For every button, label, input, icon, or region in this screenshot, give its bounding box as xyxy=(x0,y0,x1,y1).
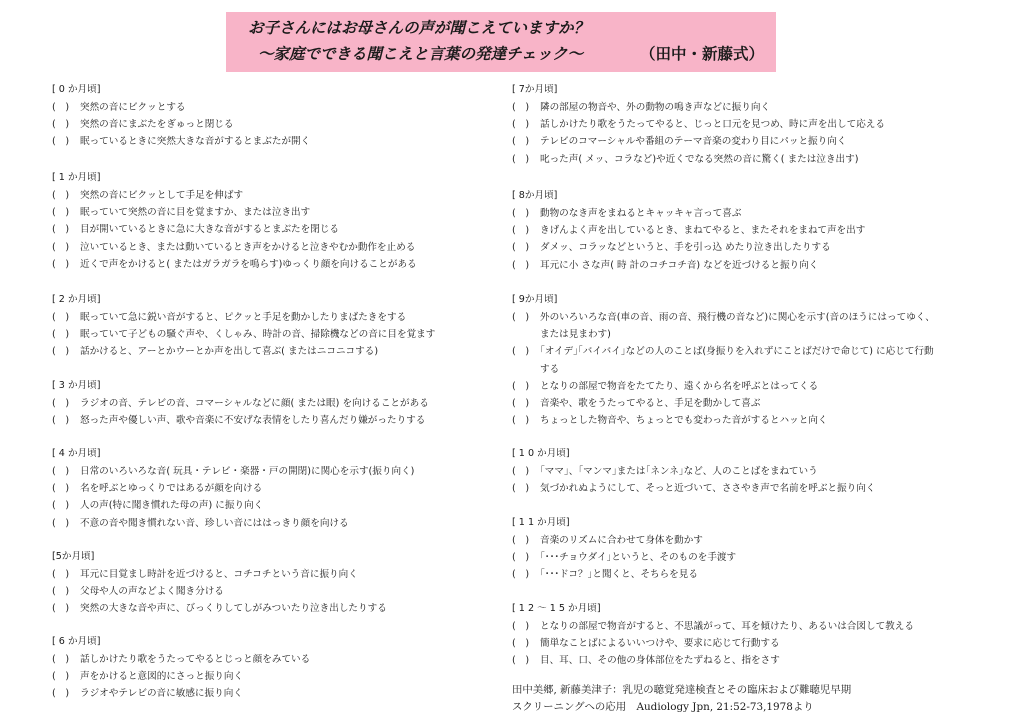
item-text: ちょっとした物音や、ちょっとでも変わった音がするとハッと向く xyxy=(540,415,828,427)
check-item[interactable] xyxy=(512,133,982,150)
item-text: 音楽のリズムに合わせて身体を動かす xyxy=(540,535,703,546)
checkbox[interactable]: ( ) xyxy=(512,242,530,254)
checkbox[interactable]: ( ) xyxy=(512,535,530,546)
checkbox[interactable]: ( ) xyxy=(52,603,70,615)
check-item[interactable] xyxy=(512,205,982,222)
item-text: 叱った声( メッ、コラなど)や近くでなる突然の音に驚く( または泣き出す) xyxy=(540,153,859,165)
item-text: ｢･･･チョウダイ｣というと、そのものを手渡す xyxy=(540,552,737,564)
check-item[interactable] xyxy=(512,618,982,635)
checkbox[interactable]: ( ) xyxy=(512,655,530,667)
item-text: 隣の部屋の物音や、外の動物の鳴き声などに振り向く xyxy=(540,102,771,113)
check-item[interactable] xyxy=(52,343,492,360)
check-item[interactable] xyxy=(512,343,935,377)
item-text: 気づかれぬようにして、そっと近づいて、ささやき声で名前を呼ぶと振り向く xyxy=(540,483,876,495)
check-item[interactable] xyxy=(52,256,492,273)
citation xyxy=(512,682,851,716)
item-text: 外のいろいろな音(車の音、雨の音、飛行機の音など)に関心を示す(音のほうにはってゆく、または見まわす) xyxy=(540,312,935,341)
item-text: ｢･･･ドコ？｣と聞くと、そちらを見る xyxy=(540,569,698,581)
item-text: ｢オイデ｣｢バイバイ｣などの人のことば(身振りを入れずにことばだけで命じて) に応じて行動する xyxy=(540,346,934,375)
check-item[interactable] xyxy=(512,239,982,256)
section-heading: [ 8か月頃] xyxy=(512,190,558,201)
checkbox[interactable]: ( ) xyxy=(512,259,530,271)
item-text: ダメッ、コラッなどというと、手を引っ込 めたり泣き出したりする xyxy=(540,242,831,254)
checkbox[interactable]: ( ) xyxy=(52,207,70,219)
checkbox[interactable]: ( ) xyxy=(512,119,530,131)
check-item[interactable] xyxy=(512,480,982,497)
checkbox[interactable]: ( ) xyxy=(52,500,70,512)
checkbox[interactable]: ( ) xyxy=(52,586,70,598)
checkbox[interactable]: ( ) xyxy=(52,224,70,236)
check-item[interactable] xyxy=(52,395,492,412)
item-text: 耳元に小 さな声( 時 計のコチコチ音) などを近づけると振り向く xyxy=(540,259,819,271)
check-item[interactable] xyxy=(512,412,982,429)
section-1-month xyxy=(52,170,492,273)
check-item[interactable] xyxy=(512,309,935,343)
check-item[interactable] xyxy=(52,497,492,514)
section-10-months xyxy=(512,446,982,497)
check-item[interactable] xyxy=(52,412,492,429)
checkbox[interactable]: ( ) xyxy=(512,312,530,323)
section-heading: [ 9か月頃] xyxy=(512,294,558,305)
check-item[interactable] xyxy=(52,600,492,617)
check-item[interactable] xyxy=(512,549,982,566)
item-text: 話しかけたり歌をうたってやると、じっと口元を見つめ、時に声を出して応える xyxy=(540,119,885,131)
item-text: 人の声(特に聞き慣れた母の声) に振り向く xyxy=(80,500,264,512)
item-text: 突然の音にビクッとして手足を伸ばす xyxy=(80,190,244,201)
section-4-months xyxy=(52,446,492,532)
checkbox[interactable]: ( ) xyxy=(52,258,70,270)
checkbox[interactable]: ( ) xyxy=(52,415,70,427)
check-item[interactable] xyxy=(512,378,982,395)
check-item[interactable] xyxy=(512,222,982,239)
check-item[interactable] xyxy=(52,583,492,600)
item-text: 怒った声や優しい声、歌や音楽に不安げな表情をしたり喜んだり嫌がったりする xyxy=(80,415,426,427)
checkbox[interactable]: ( ) xyxy=(512,380,530,392)
citation-line: 田中美郷, 新藤美津子：乳児の聴覚発達検査とその臨床および難聴児早期 xyxy=(512,684,852,696)
check-item[interactable] xyxy=(52,480,492,497)
checkbox[interactable]: ( ) xyxy=(512,208,530,219)
check-item[interactable] xyxy=(52,326,492,343)
item-text: 眠っていて子どもの騒ぐ声や、くしゃみ、時計の音、掃除機などの音に目を覚ます xyxy=(80,329,436,341)
checkbox[interactable]: ( ) xyxy=(512,569,530,581)
checkbox[interactable]: ( ) xyxy=(512,483,530,495)
section-9-months xyxy=(512,292,982,429)
checkbox[interactable]: ( ) xyxy=(512,466,530,477)
section-heading: [ 1 1 か月頃] xyxy=(512,517,570,528)
checkbox[interactable]: ( ) xyxy=(52,569,70,580)
checkbox[interactable]: ( ) xyxy=(512,102,530,113)
checkbox[interactable]: ( ) xyxy=(512,346,530,358)
section-7-months xyxy=(512,82,982,168)
item-text: 眠っていて急に鋭い音がすると、ピクッと手足を動かしたりまばたきをする xyxy=(80,312,407,323)
checkbox[interactable]: ( ) xyxy=(512,415,530,427)
check-item[interactable] xyxy=(52,515,492,532)
checkbox[interactable]: ( ) xyxy=(52,654,70,665)
item-text: 突然の大きな音や声に、びっくりしてしがみついたり泣き出したりする xyxy=(80,603,387,615)
check-item[interactable] xyxy=(512,532,982,549)
item-text: 日常のいろいろな音( 玩具・テレビ・楽器・戸の開閉)に関心を示す(振り向く) xyxy=(80,466,415,477)
section-11-months xyxy=(512,515,982,584)
item-text: となりの部屋で物音をたてたり、遠くから名を呼ぶとはってくる xyxy=(540,380,819,392)
check-item[interactable] xyxy=(52,309,492,326)
item-text: 不意の音や聞き慣れない音、珍しい音にははっきり顔を向ける xyxy=(80,517,349,529)
section-heading: [ 1 2 ～ 1 5 か月頃] xyxy=(512,603,601,614)
checkbox[interactable]: ( ) xyxy=(512,552,530,564)
item-text: 耳元に目覚まし時計を近づけると、コチコチという音に振り向く xyxy=(80,569,358,580)
item-text: となりの部屋で物音がすると、不思議がって、耳を傾けたり、あるいは合図して教える xyxy=(540,621,914,632)
item-text: ｢ママ｣、｢マンマ｣または｢ネンネ｣など、人のことばをまねていう xyxy=(540,466,818,477)
check-item[interactable] xyxy=(52,204,492,221)
section-heading: [5か月頃] xyxy=(52,551,95,562)
item-text: テレビのコマーシャルや番組のテーマ音楽の変わり目にパッと振り向く xyxy=(540,136,847,148)
item-text: 声をかけると意図的にさっと振り向く xyxy=(80,671,244,683)
section-heading: [ 1 か月頃] xyxy=(52,172,101,183)
check-item[interactable] xyxy=(512,463,982,480)
page-subtitle: ～家庭でできる聞こえと言葉の発達チェック～ xyxy=(258,45,584,63)
check-item[interactable] xyxy=(512,566,982,583)
section-heading: [ 0 か月頃] xyxy=(52,84,101,95)
checkbox[interactable]: ( ) xyxy=(52,312,70,323)
check-item[interactable] xyxy=(512,116,982,133)
item-text: ラジオやテレビの音に敏感に振り向く xyxy=(80,688,243,700)
check-item[interactable] xyxy=(512,395,982,412)
check-item[interactable] xyxy=(52,668,492,685)
check-item[interactable] xyxy=(52,99,492,116)
checkbox[interactable]: ( ) xyxy=(512,638,530,650)
section-6-months xyxy=(52,634,492,703)
item-text: 突然の音にまぶたをぎゅっと閉じる xyxy=(80,119,234,131)
checkbox[interactable]: ( ) xyxy=(52,102,70,113)
section-heading: [ 7か月頃] xyxy=(512,84,558,95)
checkbox[interactable]: ( ) xyxy=(512,153,530,165)
title-author: （田中・新藤式） xyxy=(640,45,765,63)
checkbox[interactable]: ( ) xyxy=(512,621,530,632)
checkbox[interactable]: ( ) xyxy=(52,466,70,477)
item-text: 眠っていて突然の音に目を覚ますか、または泣き出す xyxy=(80,207,311,219)
item-text: 話しかけたり歌をうたってやるとじっと顔をみている xyxy=(80,654,311,665)
check-item[interactable] xyxy=(52,239,492,256)
item-text: 話かけると、アーとかウーとか声を出して喜ぶ( またはニコニコする) xyxy=(80,346,379,358)
section-heading: [ 2 か月頃] xyxy=(52,294,101,305)
item-text: 目が開いているときに急に大きな音がするとまぶたを閉じる xyxy=(80,224,340,236)
check-item[interactable] xyxy=(512,99,982,116)
check-item[interactable] xyxy=(52,133,492,150)
check-item[interactable] xyxy=(512,257,982,274)
checkbox[interactable]: ( ) xyxy=(52,190,70,201)
checkbox[interactable]: ( ) xyxy=(52,483,70,495)
item-text: ラジオの音、テレビの音、コマーシャルなどに顔( または眼) を向けることがある xyxy=(80,398,429,409)
section-8-months xyxy=(512,188,982,274)
item-text: 眠っているときに突然大きな音がするとまぶたが開く xyxy=(80,136,311,148)
checkbox[interactable]: ( ) xyxy=(52,136,70,148)
checkbox[interactable]: ( ) xyxy=(52,119,70,131)
item-text: 泣いているとき、または動いているとき声をかけると泣きやむか動作を止める xyxy=(80,241,416,253)
item-text: 目、耳、口、その他の身体部位をたずねると、指をさす xyxy=(540,655,780,667)
section-0-months xyxy=(52,82,492,151)
item-text: きげんよく声を出しているとき、まねてやると、またそれをまねて声を出す xyxy=(540,225,866,237)
checkbox[interactable]: ( ) xyxy=(52,241,70,253)
check-item[interactable] xyxy=(52,566,492,583)
section-heading: [ 3 か月頃] xyxy=(52,380,101,391)
check-item[interactable] xyxy=(52,651,492,668)
checkbox[interactable]: ( ) xyxy=(512,225,530,237)
section-heading: [ 4 か月頃] xyxy=(52,448,101,459)
section-5-months xyxy=(52,549,492,618)
item-text: 簡単なことばによるいいつけや、要求に応じて行動する xyxy=(540,638,780,650)
section-12-15-months xyxy=(512,601,982,670)
check-item[interactable] xyxy=(52,685,492,702)
check-item[interactable] xyxy=(52,221,492,238)
item-text: 近くで声をかけると( またはガラガラを鳴らす)ゆっくり顔を向けることがある xyxy=(80,258,417,270)
item-text: 父母や人の声などよく聞き分ける xyxy=(80,586,224,598)
checkbox[interactable]: ( ) xyxy=(512,398,530,410)
citation-line: スクリーニングへの応用 Audiology Jpn, 21:52-73,1978より xyxy=(512,701,814,713)
checkbox[interactable]: ( ) xyxy=(512,136,530,148)
section-3-months xyxy=(52,378,492,429)
item-text: 突然の音にビクッとする xyxy=(80,102,186,113)
checkbox[interactable]: ( ) xyxy=(52,517,70,529)
check-item[interactable] xyxy=(52,116,492,133)
item-text: 音楽や、歌をうたってやると、手足を動かして喜ぶ xyxy=(540,398,761,410)
check-item[interactable] xyxy=(52,463,492,480)
check-item[interactable] xyxy=(512,635,982,652)
page-title: お子さんにはお母さんの声が聞こえていますか？ xyxy=(248,19,590,37)
checkbox[interactable]: ( ) xyxy=(52,398,70,409)
checkbox[interactable]: ( ) xyxy=(52,671,70,683)
item-text: 名を呼ぶとゆっくりではあるが顔を向ける xyxy=(80,483,263,495)
checkbox[interactable]: ( ) xyxy=(52,346,70,358)
section-2-months xyxy=(52,292,492,361)
section-heading: [ 6 か月頃] xyxy=(52,636,101,647)
check-item[interactable] xyxy=(52,187,492,204)
check-item[interactable] xyxy=(512,652,982,669)
section-heading: [ 1 0 か月頃] xyxy=(512,448,570,459)
item-text: 動物のなき声をまねるとキャッキャ言って喜ぶ xyxy=(540,208,742,219)
checkbox[interactable]: ( ) xyxy=(52,329,70,341)
check-item[interactable] xyxy=(512,151,982,168)
checkbox[interactable]: ( ) xyxy=(52,688,70,700)
